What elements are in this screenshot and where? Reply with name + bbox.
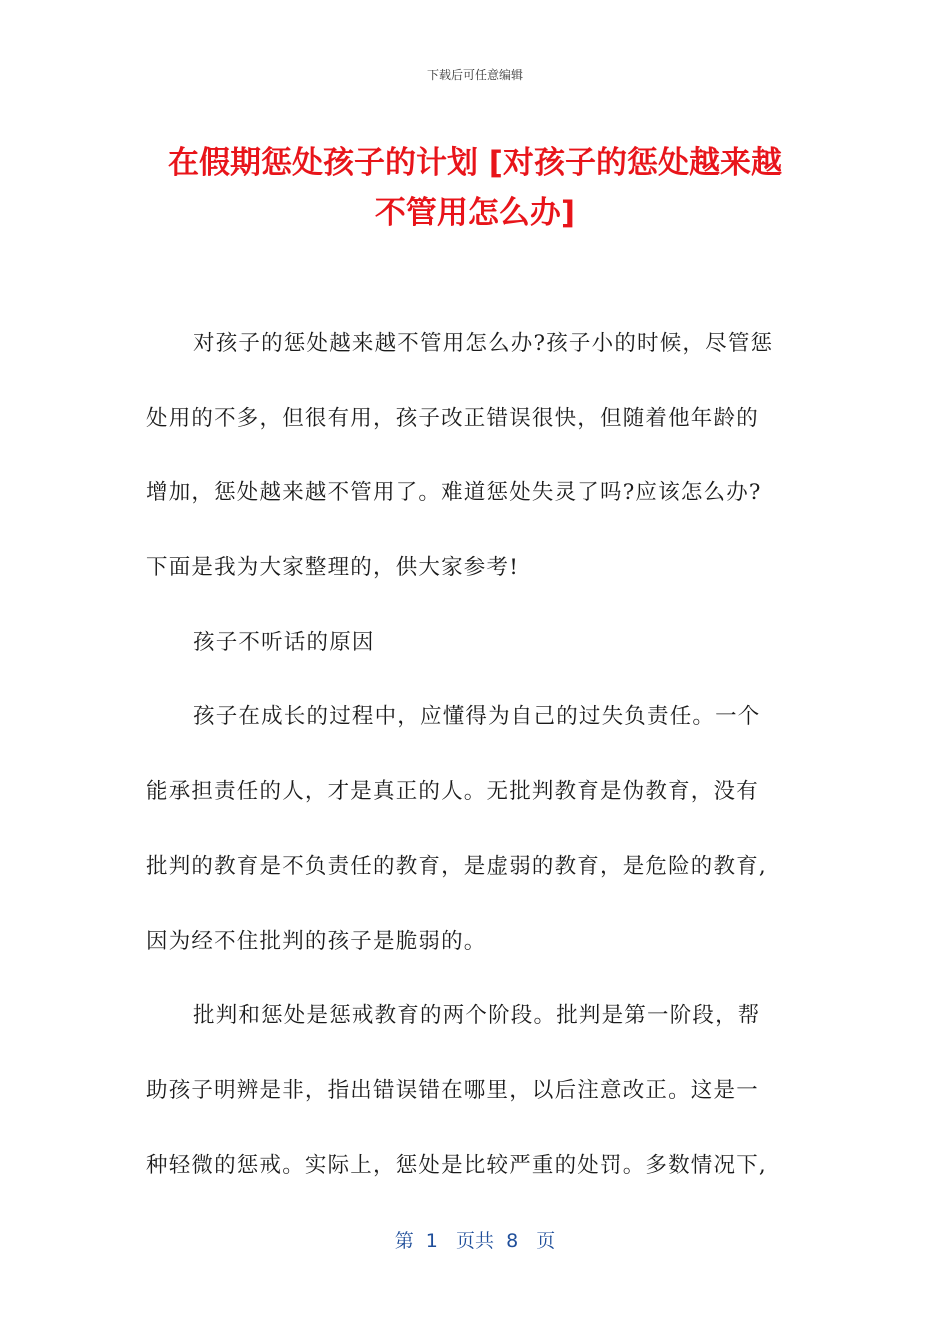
- page-number: 第 1 页共 8 页: [394, 1230, 556, 1252]
- title-line-2: 不管用怎么办]: [374, 195, 576, 231]
- title-line-1: 在假期惩处孩子的计划 [对孩子的惩处越来越: [168, 145, 782, 181]
- body-line: 孩子在成长的过程中，应懂得为自己的过失负责任。一个: [193, 704, 761, 730]
- body-line: 批判的教育是不负责任的教育，是虚弱的教育，是危险的教育,: [146, 853, 767, 879]
- body-line: 因为经不住批判的孩子是脆弱的。: [146, 928, 487, 954]
- body-line: 对孩子的惩处越来越不管用怎么办?孩子小的时候，尽管惩: [193, 331, 774, 356]
- body-line: 处用的不多，但很有用，孩子改正错误很快，但随着他年龄的: [146, 405, 759, 431]
- body-line: 增加，惩处越来越不管用了。难道惩处失灵了吗?应该怎么办?: [146, 480, 762, 506]
- body-line: 助孩子明辨是非，指出错误错在哪里，以后注意改正。这是一: [146, 1077, 759, 1103]
- body-line: 能承担责任的人，才是真正的人。无批判教育是伪教育，没有: [146, 779, 759, 805]
- document-title: [140, 138, 810, 238]
- body-line: 批判和惩处是惩戒教育的两个阶段。批判是第一阶段，帮: [193, 1003, 761, 1029]
- section-heading: 孩子不听话的原因: [193, 629, 375, 655]
- header-note: 下载后可任意编辑: [426, 68, 523, 82]
- body-line: 下面是我为大家整理的，供大家参考!: [146, 555, 520, 581]
- document-body: [146, 307, 814, 1203]
- body-line: 种轻微的惩戒。实际上，惩处是比较严重的处罚。多数情况下,: [146, 1152, 767, 1178]
